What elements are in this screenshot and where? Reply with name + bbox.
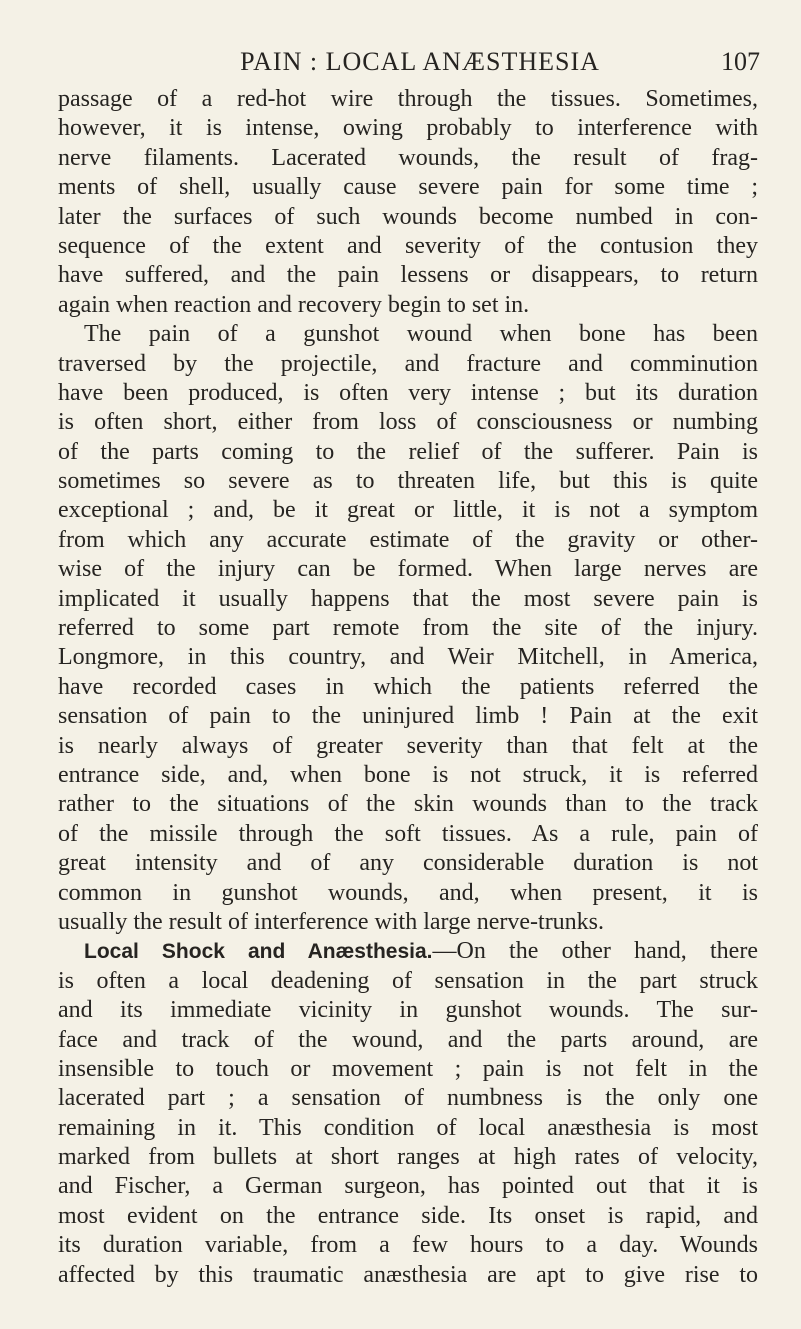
text-line: have suffered, and the pain lessens or disappears, to return <box>58 262 758 289</box>
text-line: entrance side, and, when bone is not struck, it is referred <box>58 761 758 788</box>
text-line: is often short, either from loss of consciousness or numbing <box>58 409 758 436</box>
text-line: exceptional ; and, be it great or little, it is not a symptom <box>58 497 758 524</box>
text-line: from which any accurate estimate of the gravity or other- <box>58 526 758 553</box>
text-line: referred to some part remote from the site of the injury. <box>58 615 758 642</box>
text-line: ments of shell, usually cause severe pain for some time ; <box>58 174 758 201</box>
text-line: rather to the situations of the skin wounds than to the track <box>58 791 758 818</box>
text-line: and its immediate vicinity in gunshot wounds. The sur- <box>58 997 758 1024</box>
page-number: 107 <box>721 47 760 76</box>
text-line: later the surfaces of such wounds become numbed in con- <box>58 203 758 230</box>
sidehead-line-rest: —On the other hand, there <box>432 938 758 965</box>
text-line: of the missile through the soft tissues. As a rule, pain of <box>58 820 758 847</box>
text-line: and Fischer, a German surgeon, has pointed out that it is <box>58 1173 758 1200</box>
sidehead-line <box>58 937 758 966</box>
text-line: usually the result of interference with large nerve-trunks. <box>58 908 605 935</box>
text-line: is often a local deadening of sensation in the part struck <box>58 967 758 994</box>
text-line: marked from bullets at short ranges at high rates of velocity, <box>58 1144 758 1171</box>
text-line: common in gunshot wounds, and, when present, it is <box>58 879 758 906</box>
text-line: insensible to touch or movement ; pain is not felt in the <box>58 1055 758 1082</box>
text-line: again when reaction and recovery begin to set in. <box>58 291 530 318</box>
text-line: its duration variable, from a few hours to a day. Wounds <box>58 1232 758 1259</box>
text-line: have recorded cases in which the patients referred the <box>58 673 758 700</box>
running-head <box>60 44 760 80</box>
text-line: The pain of a gunshot wound when bone has been <box>84 321 758 348</box>
running-title: PAIN : LOCAL ANÆSTHESIA <box>240 47 600 76</box>
text-line: sometimes so severe as to threaten life, but this is quite <box>58 468 758 495</box>
text-line: wise of the injury can be formed. When large nerves are <box>58 556 758 583</box>
text-line: implicated it usually happens that the most severe pain is <box>58 585 758 612</box>
text-line: have been produced, is often very intense ; but its duration <box>58 379 758 406</box>
text-line: sensation of pain to the uninjured limb ! Pain at the exit <box>58 703 758 730</box>
text-line: face and track of the wound, and the parts around, are <box>58 1026 758 1053</box>
text-line: most evident on the entrance side. Its onset is rapid, and <box>58 1202 758 1229</box>
body-text <box>58 85 758 1290</box>
text-line: traversed by the projectile, and fracture and comminution <box>58 350 758 377</box>
text-line: great intensity and of any considerable duration is not <box>58 850 758 877</box>
text-line: of the parts coming to the relief of the sufferer. Pain is <box>58 438 758 465</box>
text-line: Longmore, in this country, and Weir Mitchell, in America, <box>58 644 758 671</box>
text-line: sequence of the extent and severity of the contusion they <box>58 232 758 259</box>
text-line: affected by this traumatic anæsthesia are apt to give rise to <box>58 1261 758 1288</box>
text-line: is nearly always of greater severity than that felt at the <box>58 732 758 759</box>
text-line: lacerated part ; a sensation of numbness is the only one <box>58 1085 758 1112</box>
text-line: passage of a red-hot wire through the tissues. Sometimes, <box>58 86 758 112</box>
section-sidehead: Local Shock and Anæsthesia. <box>84 940 433 964</box>
text-line: however, it is intense, owing probably to interference with <box>58 115 758 142</box>
text-line: nerve filaments. Lacerated wounds, the result of frag- <box>58 144 758 171</box>
text-line: remaining in it. This condition of local anæsthesia is most <box>58 1114 758 1141</box>
